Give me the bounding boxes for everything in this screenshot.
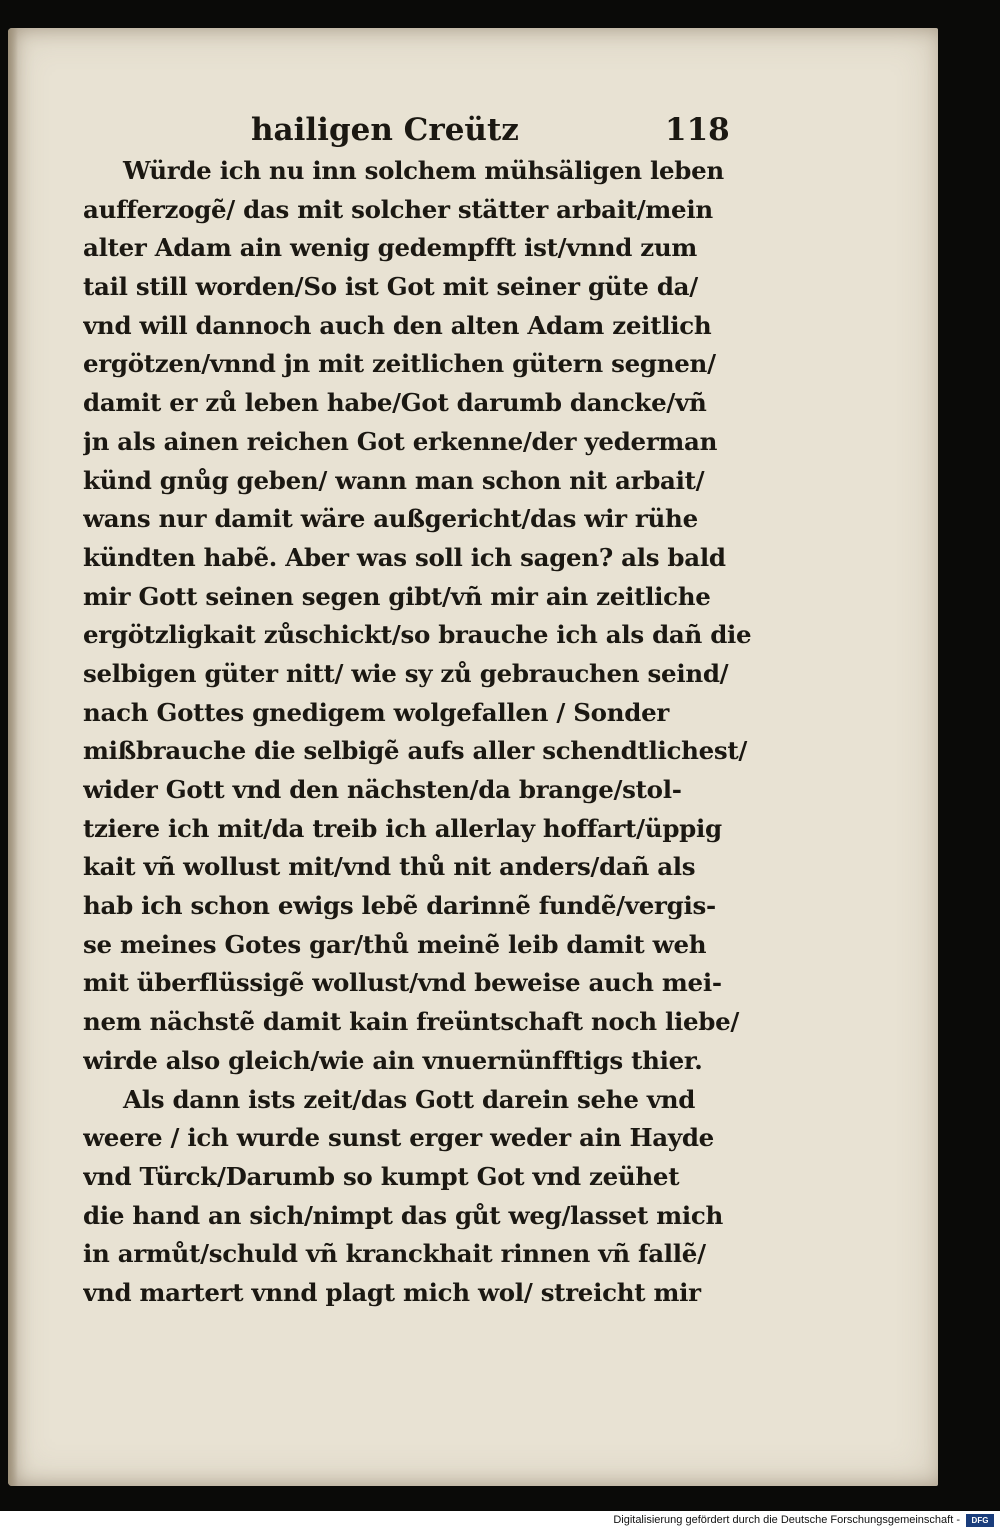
text-line: wirde also gleich/wie ain vnuernünfftigs thier. bbox=[83, 1045, 703, 1075]
text-line: mit überflüssigẽ wollust/vnd beweise auch mei- bbox=[83, 968, 722, 998]
text-line: alter Adam ain wenig gedempfft ist/vnnd zum bbox=[83, 233, 698, 263]
text-block bbox=[83, 108, 803, 1313]
running-head bbox=[83, 108, 803, 152]
dfg-logo: DFG bbox=[966, 1514, 994, 1527]
body-text bbox=[83, 152, 803, 1313]
text-line: kündten habẽ. Aber was soll ich sagen? als bald bbox=[83, 542, 726, 572]
text-line: künd gnůg geben/ wann man schon nit arbait/ bbox=[83, 465, 705, 495]
text-line: vnd will dannoch auch den alten Adam zeitlich bbox=[83, 310, 712, 340]
text-line: Als dann ists zeit/das Gott darein sehe vnd bbox=[123, 1084, 696, 1114]
running-head-title: hailigen Creütz bbox=[251, 112, 519, 148]
text-line: weere / ich wurde sunst erger weder ain Hayde bbox=[83, 1123, 714, 1153]
text-line: aufferzogẽ/ das mit solcher stätter arbait/mein bbox=[83, 194, 713, 224]
text-line: mir Gott seinen segen gibt/vñ mir ain zeitliche bbox=[83, 581, 711, 611]
text-line: die hand an sich/nimpt das gůt weg/lasset mich bbox=[83, 1200, 723, 1230]
text-line: nem nächstẽ damit kain freüntschaft noch liebe/ bbox=[83, 1007, 740, 1037]
text-line: ergötzen/vnnd jn mit zeitlichen gütern segnen/ bbox=[83, 349, 716, 379]
text-line: vnd martert vnnd plagt mich wol/ streicht mir bbox=[83, 1277, 701, 1307]
footer-credit-text: Digitalisierung gefördert durch die Deutsche Forschungsgemeinschaft - bbox=[613, 1514, 960, 1526]
text-line: Würde ich nu inn solchem mühsäligen leben bbox=[123, 156, 724, 185]
text-line: in armůt/schuld vñ kranckhait rinnen vñ fallẽ/ bbox=[83, 1239, 706, 1269]
text-line: selbigen güter nitt/ wie sy zů gebrauchen seind/ bbox=[83, 658, 729, 688]
page-binding-shadow bbox=[8, 28, 18, 1486]
text-line: ergötzligkait zůschickt/so brauche ich als dañ die bbox=[83, 620, 752, 650]
text-line: se meines Gotes gar/thů meinẽ leib damit weh bbox=[83, 929, 707, 959]
text-line: tail still worden/So ist Got mit seiner güte da/ bbox=[83, 272, 698, 302]
page-number: 118 bbox=[665, 112, 730, 148]
digitization-footer bbox=[0, 1511, 1000, 1531]
text-line: nach Gottes gnedigem wolgefallen / Sonder bbox=[83, 697, 669, 727]
text-line: vnd Türck/Darumb so kumpt Got vnd zeühet bbox=[83, 1161, 680, 1191]
text-line: damit er zů leben habe/Got darumb dancke/vñ bbox=[83, 388, 707, 418]
text-line: hab ich schon ewigs lebẽ darinnẽ fundẽ/vergis- bbox=[83, 891, 716, 921]
text-line: jn als ainen reichen Got erkenne/der yederman bbox=[83, 426, 718, 456]
text-line: mißbrauche die selbigẽ aufs aller schendtlichest/ bbox=[83, 736, 748, 766]
book-page bbox=[8, 28, 938, 1486]
text-line: wans nur damit wäre außgericht/das wir rühe bbox=[83, 504, 698, 534]
text-line: kait vñ wollust mit/vnd thů nit anders/dañ als bbox=[83, 852, 696, 882]
text-line: wider Gott vnd den nächsten/da brange/stol- bbox=[83, 775, 682, 804]
text-line: tziere ich mit/da treib ich allerlay hoffart/üppig bbox=[83, 813, 722, 843]
